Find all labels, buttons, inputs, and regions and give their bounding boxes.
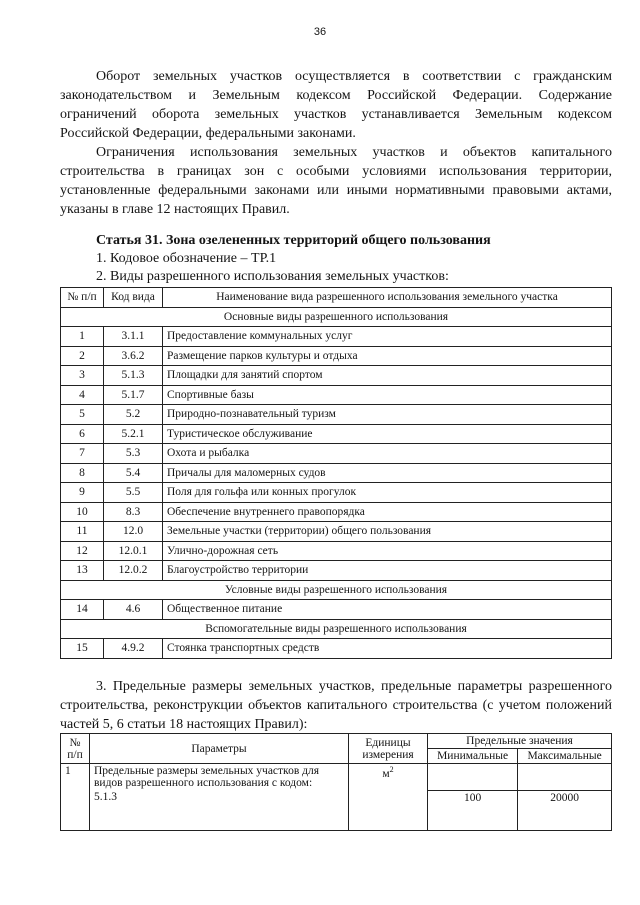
row-num: 9: [61, 483, 104, 503]
row-name: Размещение парков культуры и отдыха: [163, 346, 612, 366]
permitted-uses-table: [60, 287, 612, 659]
row-name: Обеспечение внутреннего правопорядка: [163, 502, 612, 522]
row-code: 12.0: [104, 522, 163, 542]
header-num: № п/п: [61, 734, 90, 764]
unit-text: м: [382, 767, 390, 780]
row-num: 2: [61, 346, 104, 366]
row-name: Благоустройство территории: [163, 561, 612, 581]
table-row: [61, 790, 612, 831]
table-row: [61, 541, 612, 561]
header-units: Единицы измерения: [349, 734, 428, 764]
section-main: Основные виды разрешенного использования: [61, 307, 612, 327]
row-num: 11: [61, 522, 104, 542]
header-params: Параметры: [90, 734, 349, 764]
row-code: 5.2.1: [104, 424, 163, 444]
row-num: 1: [61, 764, 90, 831]
unit-superscript: 2: [389, 765, 394, 774]
row-param: Предельные размеры земельных участков для видов разрешенного использования с кодом:: [90, 764, 349, 791]
table-row: [61, 327, 612, 347]
header-min: Минимальные: [428, 749, 518, 764]
row-num: 8: [61, 463, 104, 483]
section-row: [61, 307, 612, 327]
row-name: Земельные участки (территории) общего пользования: [163, 522, 612, 542]
row-num: 4: [61, 385, 104, 405]
header-name: Наименование вида разрешенного использования земельного участка: [163, 288, 612, 308]
row-code: 3.6.2: [104, 346, 163, 366]
row-code: 5.1.3: [90, 790, 349, 831]
paragraph-usage-restrictions: Ограничения использования земельных участков и объектов капитального строительства в границах зон с особыми условиями использования территории, установленные федеральными законами или иными нормативными правовыми актами, указаны в главе 12 настоящих Правил.: [60, 145, 612, 217]
row-name: Стоянка транспортных средств: [163, 639, 612, 659]
table-row: [61, 522, 612, 542]
row-num: 3: [61, 366, 104, 386]
header-num: № п/п: [61, 288, 104, 308]
row-name: Природно-познавательный туризм: [163, 405, 612, 425]
row-min-empty: [428, 764, 518, 791]
row-unit: [349, 764, 428, 831]
table-row: [61, 483, 612, 503]
section-row: [61, 619, 612, 639]
limits-table: [60, 733, 612, 831]
row-code: 4.6: [104, 600, 163, 620]
header-code: Код вида: [104, 288, 163, 308]
row-max: 20000: [518, 790, 612, 831]
list-item-code: 1. Кодовое обозначение – ТР.1: [96, 251, 277, 266]
row-num: 10: [61, 502, 104, 522]
article-title: Статья 31. Зона озелененных территорий общего пользования: [96, 233, 491, 248]
row-name: Предоставление коммунальных услуг: [163, 327, 612, 347]
section-conditional: Условные виды разрешенного использования: [61, 580, 612, 600]
section-auxiliary: Вспомогательные виды разрешенного использования: [61, 619, 612, 639]
paragraph-limits-intro: 3. Предельные размеры земельных участков, предельные параметры разрешенного строительства, реконструкции объектов капитального строительства (с учетом положений частей 5, 6 статьи 18 настоящих Правил):: [60, 679, 612, 732]
row-code: 5.1.7: [104, 385, 163, 405]
row-name: Площадки для занятий спортом: [163, 366, 612, 386]
row-code: 5.1.3: [104, 366, 163, 386]
row-code: 5.4: [104, 463, 163, 483]
table-row: [61, 561, 612, 581]
row-name: Туристическое обслуживание: [163, 424, 612, 444]
row-code: 5.3: [104, 444, 163, 464]
conditional-uses-rows: [61, 600, 612, 620]
table-row: [61, 424, 612, 444]
row-name: Охота и рыбалка: [163, 444, 612, 464]
main-uses-rows: [61, 327, 612, 581]
table-row: [61, 463, 612, 483]
row-num: 5: [61, 405, 104, 425]
table-row: [61, 405, 612, 425]
row-code: 8.3: [104, 502, 163, 522]
header-max: Максимальные: [518, 749, 612, 764]
table-row: [61, 385, 612, 405]
page-number: 36: [313, 26, 327, 38]
section-row: [61, 580, 612, 600]
table-row: [61, 764, 612, 791]
row-code: 3.1.1: [104, 327, 163, 347]
row-code: 4.9.2: [104, 639, 163, 659]
paragraph-land-turnover: Оборот земельных участков осуществляется в соответствии с гражданским законодательством и Земельным кодексом Российской Федерации. Содержание ограничений оборота земельных участков устанавливается Земельным кодексом Российской Федерации, федеральными законами.: [60, 69, 612, 141]
row-num: 14: [61, 600, 104, 620]
auxiliary-uses-rows: [61, 639, 612, 659]
table-row: [61, 639, 612, 659]
row-name: Поля для гольфа или конных прогулок: [163, 483, 612, 503]
row-name: Причалы для маломерных судов: [163, 463, 612, 483]
table-row: [61, 600, 612, 620]
table-row: [61, 444, 612, 464]
table-row: [61, 366, 612, 386]
table-header-row: [61, 734, 612, 749]
row-num: 1: [61, 327, 104, 347]
row-name: Улично-дорожная сеть: [163, 541, 612, 561]
row-code: 5.5: [104, 483, 163, 503]
row-name: Спортивные базы: [163, 385, 612, 405]
row-code: 12.0.1: [104, 541, 163, 561]
row-code: 5.2: [104, 405, 163, 425]
row-num: 7: [61, 444, 104, 464]
table-row: [61, 502, 612, 522]
row-max-empty: [518, 764, 612, 791]
header-limits: Предельные значения: [428, 734, 612, 749]
row-num: 13: [61, 561, 104, 581]
row-name: Общественное питание: [163, 600, 612, 620]
table-header-row: [61, 288, 612, 308]
list-item-uses: 2. Виды разрешенного использования земельных участков:: [96, 269, 449, 284]
row-code: 12.0.2: [104, 561, 163, 581]
row-num: 15: [61, 639, 104, 659]
row-num: 12: [61, 541, 104, 561]
table-row: [61, 346, 612, 366]
row-num: 6: [61, 424, 104, 444]
row-min: 100: [428, 790, 518, 831]
